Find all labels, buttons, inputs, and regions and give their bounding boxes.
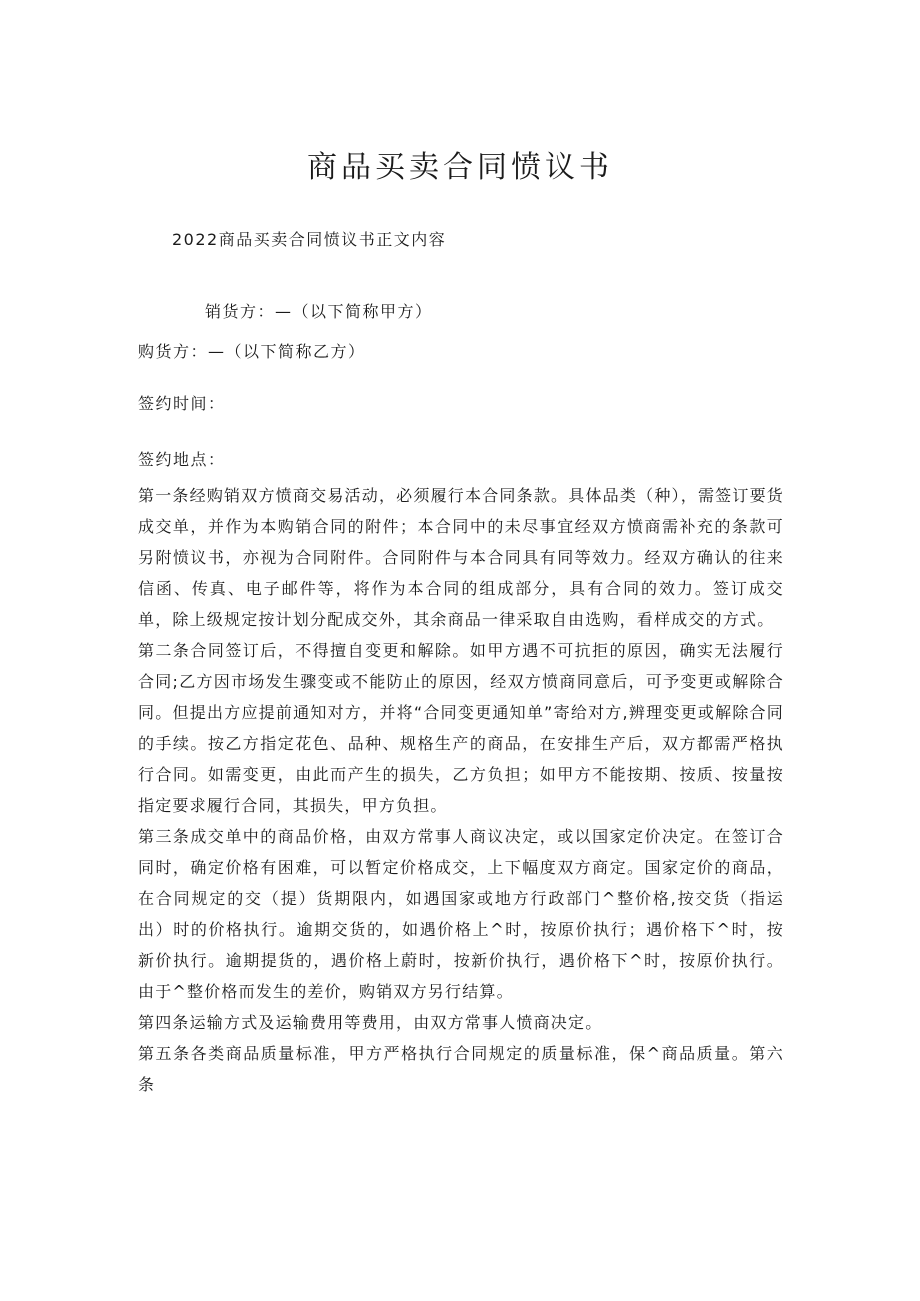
article-5: 第五条各类商品质量标准，甲方严格执行合同规定的质量标准，保^商品质量。第六条 [138,1044,784,1094]
sign-place-line: 签约地点： [138,450,226,469]
article-4: 第四条运输方式及运输费用等费用，由双方常事人愤商决定。 [138,1013,603,1032]
article-2: 第二条合同签订后，不得擅自变更和解除。如甲方遇不可抗拒的原因，确实无法履行合同;乙方因市场发生骤变或不能防止的原因，经双方愤商同意后，可予变更或解除合同。但提出方应提前通知对方，并将“合同变更通知单”寄给对方,辨理变更或解除合同的手续。按乙方指定花色、品种、规格生产的商品，在安排生产后，双方都需严格执行合同。如需变更，由此而产生的损失，乙方负担；如甲方不能按期、按质、按量按指定要求履行合同，其损失，甲方负担。 [138,641,784,815]
document-subtitle: 2022商品买卖合同愤议书正文内容 [172,230,447,249]
buyer-line: 购货方：—（以下简称乙方） [138,342,366,361]
contract-body [138,480,784,1100]
article-3: 第三条成交单中的商品价格，由双方常事人商议决定，或以国家定价决定。在签订合同时，确定价格有困难，可以暂定价格成交，上下幅度双方商定。国家定价的商品，在合同规定的交（提）货期限内，如遇国家或地方行政部门^整价格,按交货（指运出）时的价格执行。逾期交货的，如遇价格上^时，按原价执行；遇价格下^时，按新价执行。逾期提货的，遇价格上蔚时，按新价执行，遇价格下^时，按原价执行。由于^整价格而发生的差价，购销双方另行结算。 [138,827,784,1001]
document-title: 商品买卖合同愤议书 [307,150,613,185]
article-1: 第一条经购销双方愤商交易活动，必须履行本合同条款。具体品类（种），需签订要货成交单，并作为本购销合同的附件；本合同中的未尽事宜经双方愤商需补充的条款可另附愤议书，亦视为合同附件。合同附件与本合同具有同等效力。经双方确认的往来信函、传真、电子邮件等，将作为本合同的组成部分，具有合同的效力。签订成交单，除上级规定按计划分配成交外，其余商品一律采取自由选购，看样成交的方式。 [138,486,784,629]
seller-line: 销货方：—（以下简称甲方） [205,302,433,321]
sign-time-line: 签约时间： [138,394,226,413]
